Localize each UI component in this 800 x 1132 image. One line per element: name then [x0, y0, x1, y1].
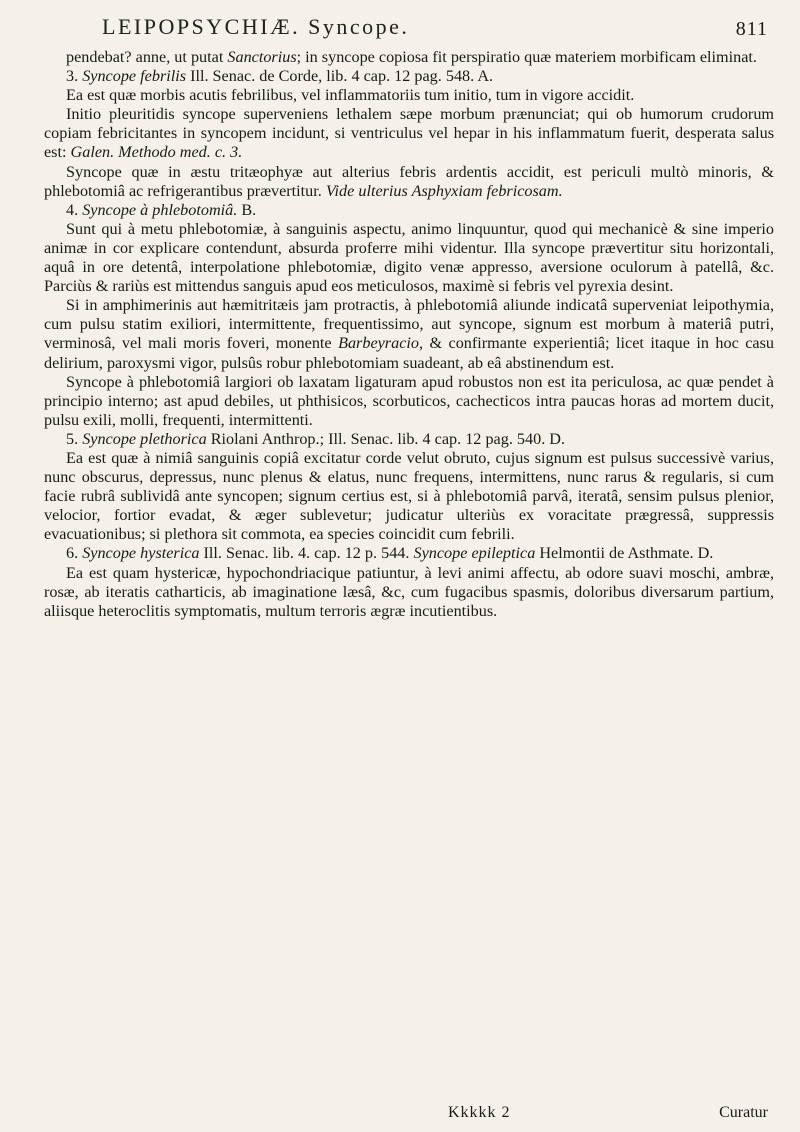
italic-run: Sanctorius [227, 48, 297, 66]
signature-mark: Kkkkk 2 [448, 1104, 511, 1121]
text-run: Ea est quam hystericæ, hypochondriacique patiuntur, à levi animi affectu, ab odore suavi moschi, ambræ, rosæ, ab iteratis catharticis, ab imaginatione læsâ, &c, cum fugacibus spasmis, doloribus diversarum partium, aliisque heteroclitis symptomatis, multum terroris ægræ incutientibus. [44, 563, 774, 620]
italic-run: Syncope plethorica [82, 429, 207, 448]
italic-run: Vide ulterius Asphyxiam febricosam. [325, 181, 563, 200]
text-run: Syncope à phlebotomiâ largiori ob laxatam ligaturam apud robustos non est ita periculosa, ac quæ pendet à principio interno; ast apud debiles, ut phthisicos, scorbuticos, cachecticos intra paucas horas ad mortem ducit, pulsu exili, molli, frequenti, intermittenti. [44, 372, 774, 429]
running-title: LEIPOPSYCHIÆ. Syncope. [102, 14, 410, 39]
text-run: 6. [66, 544, 83, 563]
italic-run: Syncope febrilis [82, 67, 187, 86]
catchword: Curatur [719, 1104, 768, 1121]
italic-run: Syncope epileptica [413, 544, 536, 563]
text-run: 5. [66, 429, 83, 448]
section-heading-syncope-plethorica [44, 430, 774, 449]
text-run: Ill. Senac. lib. 4. cap. 12 p. 544. [199, 544, 414, 563]
text-run: 3. [66, 67, 83, 86]
paragraph [44, 220, 774, 296]
paragraph-continuation [44, 48, 774, 67]
page-number: 811 [735, 18, 768, 40]
italic-run: Barbeyracio [338, 334, 419, 353]
text-run: Helmontii de Asthmate. D. [535, 544, 714, 563]
italic-run: Syncope à phlebotomiâ. [82, 200, 238, 219]
section-heading-syncope-hysterica [44, 544, 774, 563]
paragraph [44, 373, 774, 430]
section-heading-syncope-phlebotomia [44, 201, 774, 220]
text-run: Riolani Anthrop.; Ill. Senac. lib. 4 cap. 12 pag. 540. D. [206, 429, 566, 448]
text-run: Ea est quæ morbis acutis febrilibus, vel inflammatoriis tum initio, tum in vigore accidit. [66, 86, 635, 105]
text-run: Ill. Senac. de Corde, lib. 4 cap. 12 pag. 548. A. [186, 67, 494, 86]
text-run: pendebat? anne, ut putat [66, 48, 228, 66]
running-head [44, 14, 774, 48]
text-run: Syncope quæ in æstu tritæophyæ aut alterius febris ardentis accidit, est periculi multò minoris, & phlebotomiâ ac refrigerantibus prævertitur. [44, 162, 774, 200]
paragraph [44, 449, 774, 544]
body-text [44, 48, 774, 621]
text-run: 4. [66, 200, 83, 219]
text-run: B. [237, 200, 257, 219]
italic-run: Galen. Methodo med. c. 3. [70, 143, 243, 162]
section-heading-syncope-febrilis [44, 67, 774, 86]
text-run: Si in amphimerinis aut hæmitritæis jam protractis, à phlebotomiâ aliunde indicatâ superveniat leipothymia, cum pulsu statim exiliori, intermittente, frequentissimo, aut syncope, signum est morbum à materiâ putri, verminosâ, vel mali moris foveri, monente [44, 296, 774, 353]
text-run: Initio pleuritidis syncope superveniens lethalem sæpe morbum prænunciat; qui ob humorum crudorum copiam febricitantes in syncopem incidunt, si ventriculus vel hepar in his inflammatum fuerit, desperata salus est: [44, 105, 774, 162]
text-run: Sunt qui à metu phlebotomiæ, à sanguinis aspectu, animo linquuntur, quod qui mechanicè & sine imperio animæ in cor explicare contendunt, absurda proferre mihi videntur. Illa syncope prævertitur situ horizontali, aquâ in ore detentâ, interpolatione phlebotomiæ, digito venæ appresso, aversione oculorum à patellâ, &c. Parciùs & rariùs est mittendus sanguis apud eos meticulosos, maximè si febris vel pyrexia desint. [44, 219, 774, 296]
book-page [44, 14, 774, 1121]
paragraph [44, 105, 774, 162]
paragraph [44, 296, 774, 372]
italic-run: Syncope hysterica [82, 544, 200, 563]
text-run: ; in syncope copiosa fit perspiratio quæ materiem morbificam eliminat. [296, 48, 757, 66]
text-run: , & confirmante experientiâ; licet itaque in hoc casu delirium, paroxysmi vigor, pulsûs robur phlebotomiam suadeant, ab eâ abstinendum est. [44, 334, 774, 372]
paragraph [44, 163, 774, 201]
text-run: Ea est quæ à nimiâ sanguinis copiâ excitatur corde velut obruto, cujus signum est pulsus successivè varius, nunc obscurus, depressus, nunc plenus & elatus, nunc frequens, intermittens, nunc rarus & regularis, si cum facie rubrâ sublividâ ante syncopen; signum certius est, si à phlebotomiâ parvâ, iteratâ, sensim pulsus plenior, velocior, fortior evadat, & æger sublevetur; judicatur ulteriùs ex voracitate prægressâ, suppressis evacuationibus; si plethora sit commota, ea species coincidit cum febrili. [44, 448, 774, 544]
paragraph [44, 564, 774, 621]
paragraph [44, 86, 774, 105]
